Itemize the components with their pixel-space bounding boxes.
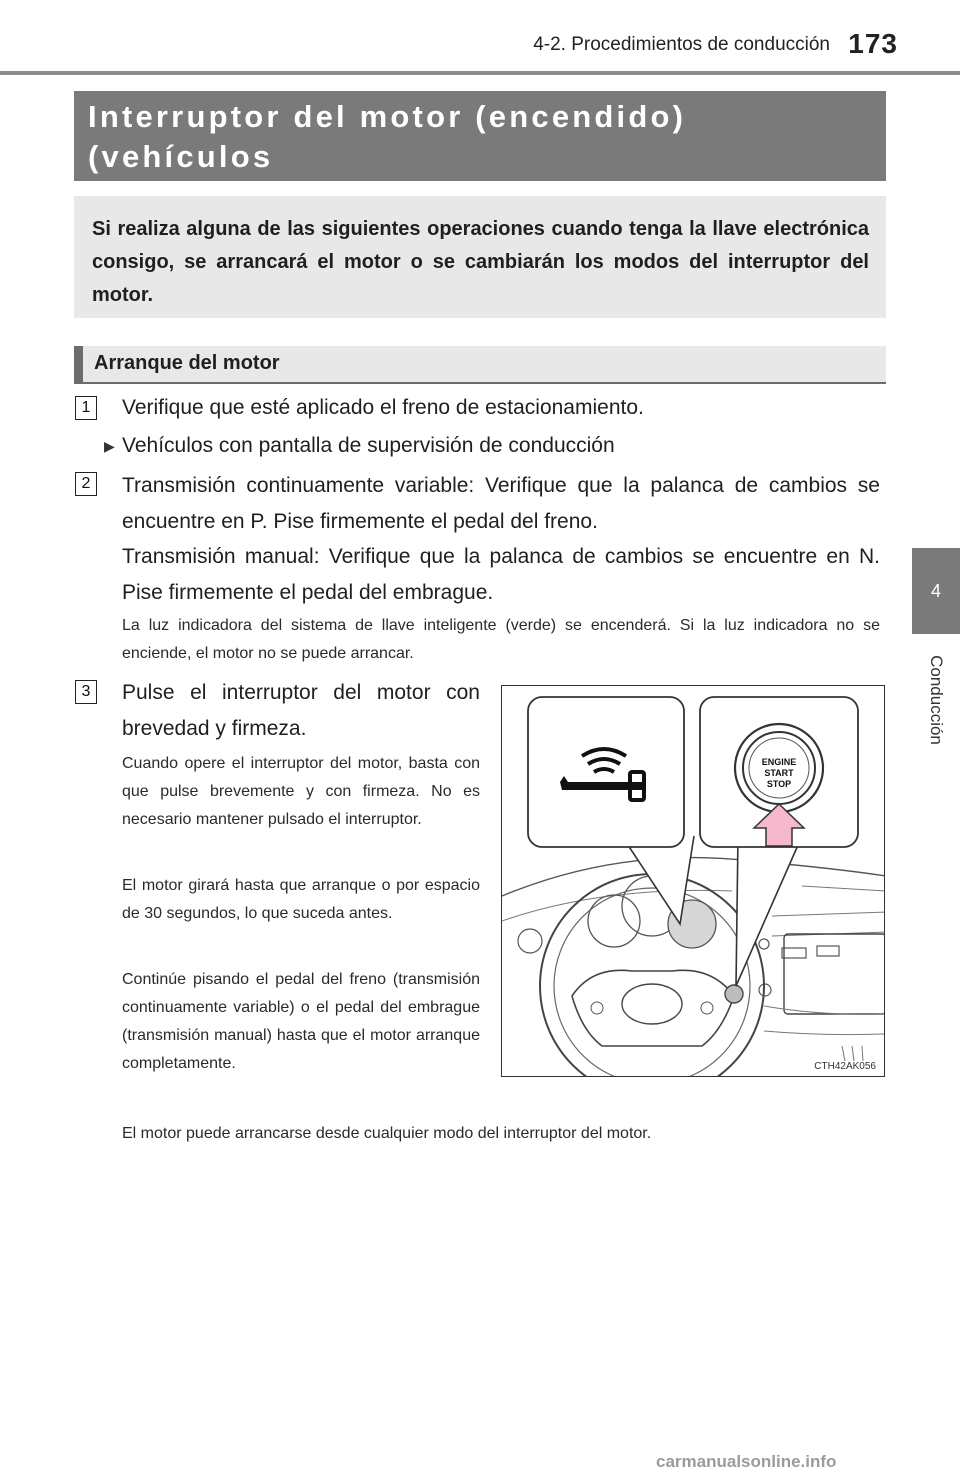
step-3-note-2: El motor girará hasta que arranque o por espacio de 30 segundos, lo que suceda antes. bbox=[122, 877, 480, 922]
step-3-note-1: Cuando opere el interruptor del motor, basta con que pulse brevemente y con firmeza. No es necesario mantener pulsado el interruptor. bbox=[122, 755, 480, 828]
chapter-tab: 4 bbox=[912, 548, 960, 634]
sub-heading-text: Vehículos con pantalla de supervisión de conducción bbox=[122, 434, 615, 457]
chapter-label-wrap bbox=[888, 640, 960, 760]
chapter-label: Conducción bbox=[927, 655, 946, 745]
step-2-text-a: Transmisión continuamente variable: Verifique que la palanca de cambios se encuentre en P. Pise firmemente el pedal del freno. bbox=[122, 474, 880, 533]
running-header-section: 4-2. Procedimientos de conducción bbox=[533, 34, 830, 55]
engine-button-label-line-2: START bbox=[764, 768, 794, 778]
step-2-text-b: Transmisión manual: Verifique que la palanca de cambios se encuentre en N. Pise firmemente el pedal del embrague. bbox=[122, 545, 880, 604]
step-1-text: Verifique que esté aplicado el freno de estacionamiento. bbox=[122, 396, 644, 419]
illustration-drawing bbox=[502, 686, 885, 1077]
engine-button-label-line-1: ENGINE bbox=[761, 757, 797, 767]
triangle-bullet-icon: ▶ bbox=[104, 438, 115, 454]
section-heading: Arranque del motor bbox=[94, 352, 280, 374]
page-number: 173 bbox=[848, 28, 898, 59]
section-heading-accent bbox=[74, 346, 83, 382]
engine-button-label bbox=[743, 757, 815, 790]
intro-text: Si realiza alguna de las siguientes operaciones cuando tenga la llave electrónica consigo, se arrancará el motor o se cambiarán los modos del interruptor del motor. bbox=[92, 218, 869, 306]
step-number-3: 3 bbox=[75, 680, 97, 704]
figure-code: CTH42AK056 bbox=[814, 1061, 876, 1072]
step-3-text: Pulse el interruptor del motor con brevedad y firmeza. bbox=[122, 681, 480, 740]
watermark: carmanualsonline.info bbox=[656, 1452, 837, 1471]
engine-button-label-line-3: STOP bbox=[766, 779, 792, 789]
engine-switch-illustration bbox=[501, 685, 885, 1077]
step-3-note-3: Continúe pisando el pedal del freno (transmisión continuamente variable) o el pedal del embrague (transmisión manual) hasta que el motor arranque completamente. bbox=[122, 971, 480, 1072]
step-3-note-4: El motor puede arrancarse desde cualquier modo del interruptor del motor. bbox=[122, 1125, 652, 1142]
step-number-1: 1 bbox=[75, 396, 97, 420]
step-number-2: 2 bbox=[75, 472, 97, 496]
step-2-note: La luz indicadora del sistema de llave inteligente (verde) se encenderá. Si la luz indicadora no se enciende, el motor no se puede arrancar. bbox=[122, 617, 880, 662]
header-rule bbox=[0, 71, 960, 75]
page-title-line-1: Interruptor del motor (encendido) (vehículos bbox=[88, 99, 687, 174]
